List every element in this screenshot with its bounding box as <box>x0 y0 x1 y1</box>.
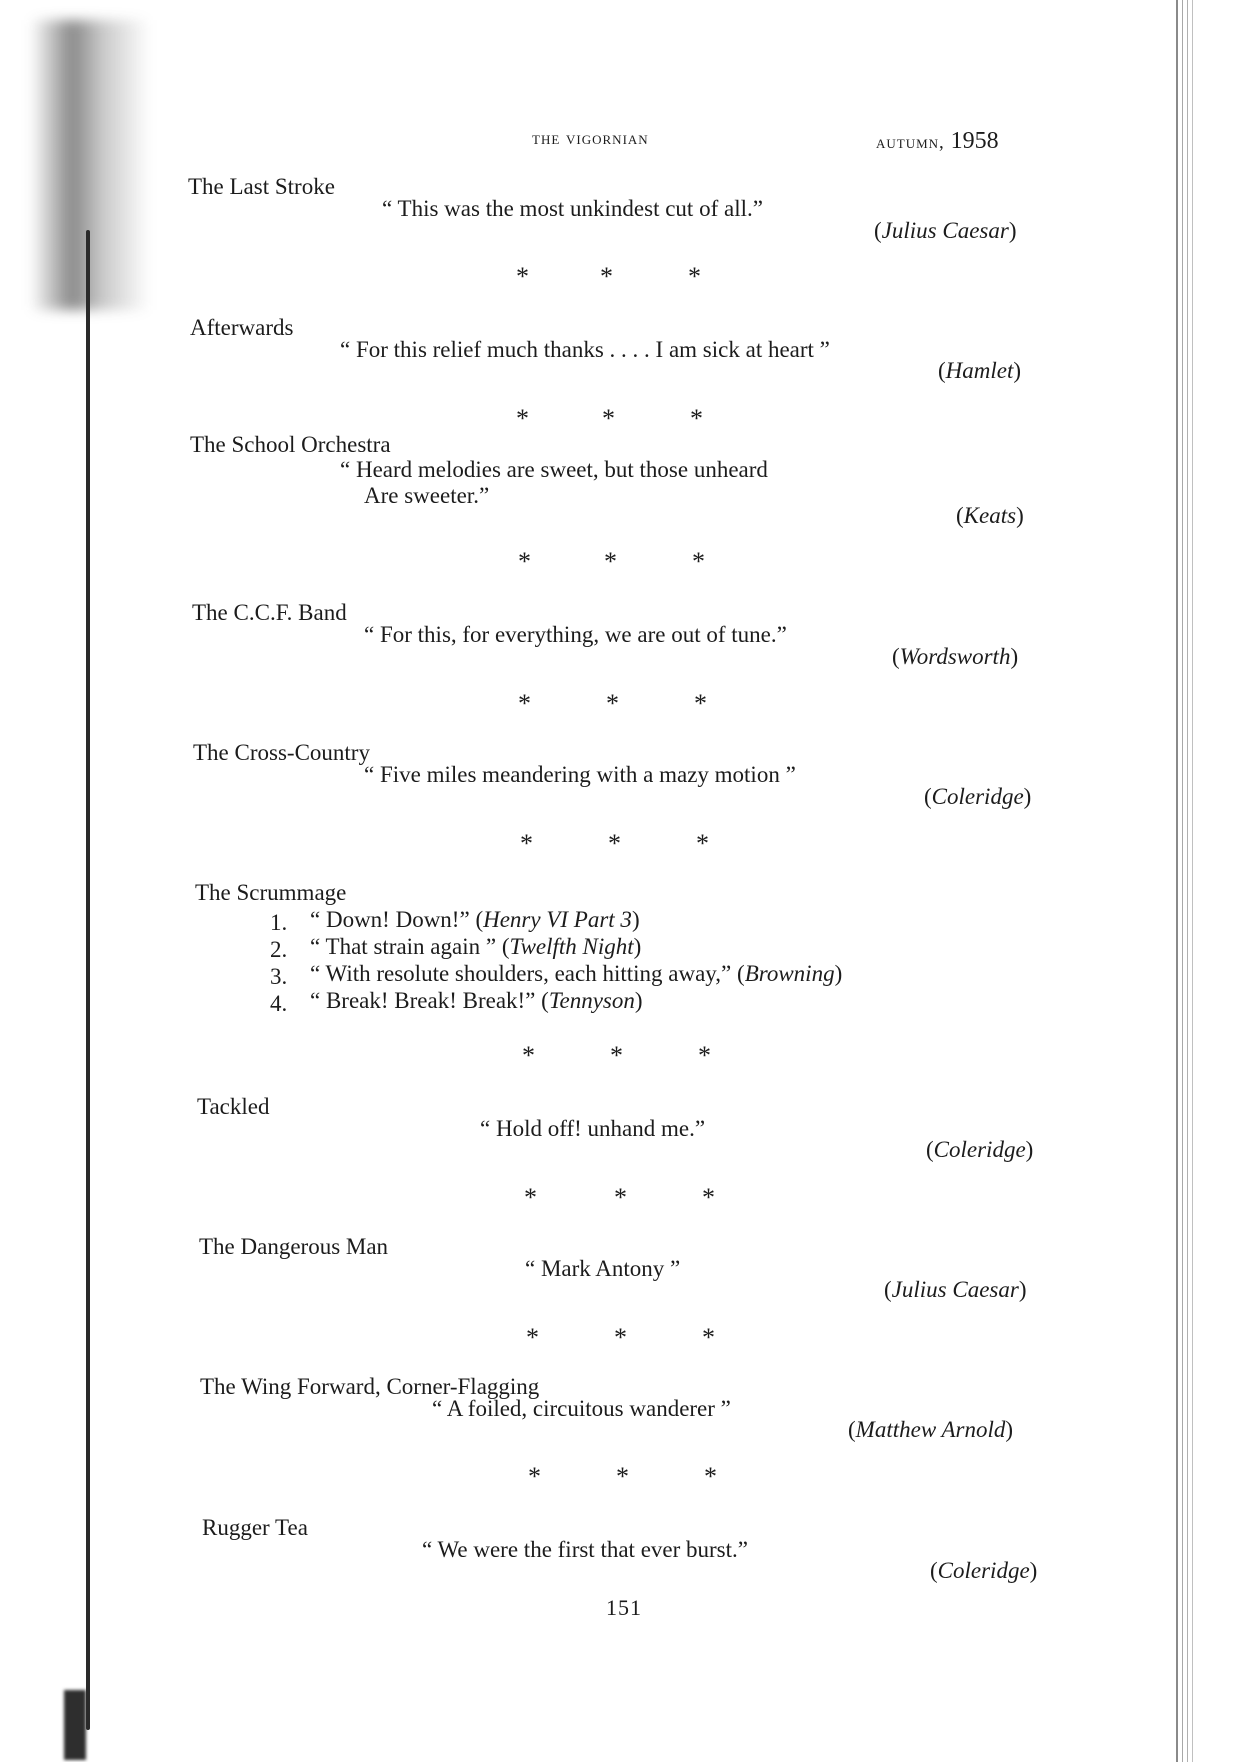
entry-title: The Wing Forward, Corner-Flagging <box>200 1374 540 1399</box>
scanned-page: the vigornian autumn, 1958 The Last Stroke “ This was the most unkindest cut of all.” (Julius Caesar) * * * Afterwards “ For this relief much thanks . . . . I am sick at heart ” (Hamlet) * * * The School Orchestra “ Heard melodies are sweet, but those unheard Are sweeter.” (Keats) * * * The C.C.F. Band “ For this, for everything, we are out of tune.” (Wordsworth) * * * The Cross-Country “ Five miles meandering with a mazy motion ” (Coleridge) * * * The Scrummage 1. “ Down! Down!” (Henry VI Part 3) 2. “ That strain again ” (Twelfth Night) 3. “ With resolute shoulders, each hitting away,” (Browning) 4. “ Break! Break! Break!” (Tennyson) * * * Tackled “ Hold off! unhand me.” (Coleridge) * * * The Dangerous Man “ Mark Antony ” (Julius Caesar) * * * The Wing Forward, Corner-Flagging “ A foiled, circuitous wanderer ” (Matthew Arnold) * * * Rugger Tea “ We were the first that ever burst.” (Coleridge) 151 <box>0 0 1253 1762</box>
entry-title: The Scrummage <box>195 880 347 905</box>
entry-source: (Wordsworth) <box>892 644 1019 669</box>
page-edge-line <box>1187 0 1188 1762</box>
list-item: “ With resolute shoulders, each hitting away,” (Browning) <box>310 961 843 986</box>
list-item-number: 3. <box>270 964 288 989</box>
entry-quote: “ For this, for everything, we are out of tune.” <box>364 622 787 647</box>
header-year: 1958 <box>950 128 999 154</box>
binding-shadow <box>30 20 150 310</box>
entry-quote: “ A foiled, circuitous wanderer ” <box>432 1396 731 1421</box>
binding-edge <box>86 230 90 1730</box>
page-edge-line <box>1176 0 1178 1762</box>
entry-quote: “ Five miles meandering with a mazy motion ” <box>364 762 796 787</box>
running-header-date <box>876 128 999 155</box>
entry-source: (Keats) <box>956 503 1024 528</box>
entry-title: Afterwards <box>190 315 294 340</box>
header-season: autumn, <box>876 132 945 153</box>
entry-title: Tackled <box>197 1094 270 1119</box>
page-edge-line <box>1182 0 1183 1762</box>
running-header-title: the vigornian <box>532 128 649 149</box>
entry-source: (Coleridge) <box>930 1558 1038 1583</box>
entry-title: The C.C.F. Band <box>192 600 347 625</box>
entry-source: (Hamlet) <box>938 358 1022 383</box>
page-edge-line <box>1192 0 1193 1762</box>
list-item-number: 1. <box>270 910 288 935</box>
entry-source: (Julius Caesar) <box>874 218 1017 243</box>
entry-source: (Coleridge) <box>924 784 1032 809</box>
entry-quote: “ We were the first that ever burst.” <box>422 1537 748 1562</box>
entry-title: The Last Stroke <box>188 174 335 199</box>
list-item-number: 4. <box>270 991 288 1016</box>
list-item-number: 2. <box>270 937 288 962</box>
entry-quote: “ This was the most unkindest cut of all.” <box>382 196 763 221</box>
entry-quote: “ Mark Antony ” <box>525 1256 681 1281</box>
binding-foot <box>64 1690 86 1760</box>
entry-title: The School Orchestra <box>190 432 391 457</box>
list-item: “ Down! Down!” (Henry VI Part 3) <box>310 907 640 932</box>
entry-title: The Dangerous Man <box>199 1234 389 1259</box>
entry-quote: “ Heard melodies are sweet, but those unheard <box>340 457 768 482</box>
entry-source: (Matthew Arnold) <box>848 1417 1014 1442</box>
entry-title: The Cross-Country <box>193 740 370 765</box>
list-item: “ That strain again ” (Twelfth Night) <box>310 934 642 959</box>
page-number: 151 <box>606 1595 642 1620</box>
entry-title: Rugger Tea <box>202 1515 308 1540</box>
entry-source: (Julius Caesar) <box>884 1277 1027 1302</box>
entry-quote: “ For this relief much thanks . . . . I am sick at heart ” <box>340 337 830 362</box>
entry-quote: “ Hold off! unhand me.” <box>480 1116 706 1141</box>
list-item: “ Break! Break! Break!” (Tennyson) <box>310 988 643 1013</box>
entry-source: (Coleridge) <box>926 1137 1034 1162</box>
entry-quote-continued: Are sweeter.” <box>364 483 490 508</box>
